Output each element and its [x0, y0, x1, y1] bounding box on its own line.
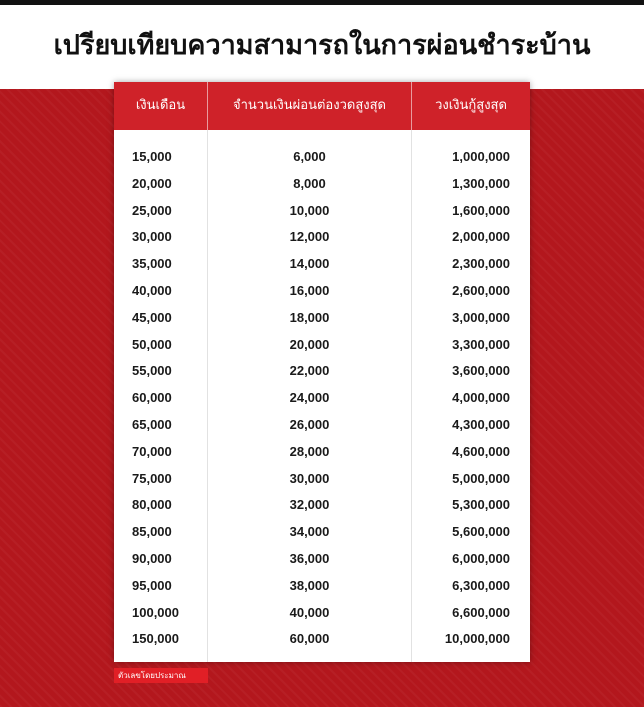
cell-max-installment: 38,000 [289, 577, 330, 593]
table-row [114, 466, 530, 493]
comparison-table [114, 82, 530, 662]
cell-salary: 25,000 [132, 202, 172, 218]
table-header [114, 82, 530, 130]
cell-max-installment: 36,000 [289, 550, 330, 566]
cell-salary: 30,000 [132, 229, 172, 245]
cell-max-installment: 32,000 [289, 497, 330, 513]
table-row [114, 492, 530, 519]
table-row [114, 251, 530, 278]
table-row [114, 546, 530, 573]
cell-salary: 95,000 [132, 577, 172, 593]
table-row [114, 519, 530, 546]
cell-max-installment: 22,000 [289, 363, 330, 379]
cell-max-installment: 6,000 [293, 149, 326, 164]
cell-salary: 60,000 [132, 390, 172, 406]
cell-max-installment: 16,000 [289, 282, 330, 298]
cell-max-loan: 4,300,000 [452, 416, 510, 432]
table-row [114, 332, 530, 359]
cell-max-loan: 5,000,000 [452, 470, 510, 486]
cell-max-loan: 6,000,000 [452, 550, 510, 566]
cell-max-loan: 2,600,000 [452, 282, 510, 298]
cell-max-loan: 3,300,000 [452, 336, 510, 352]
cell-max-loan: 1,600,000 [452, 202, 510, 218]
table-row [114, 385, 530, 412]
table-row [114, 439, 530, 466]
cell-salary: 90,000 [132, 550, 172, 566]
cell-max-installment: 24,000 [289, 390, 330, 406]
cell-max-installment: 30,000 [289, 470, 330, 486]
table-row [114, 412, 530, 439]
cell-max-installment: 14,000 [289, 256, 330, 272]
cell-max-loan: 3,600,000 [452, 363, 510, 379]
cell-salary: 80,000 [132, 497, 172, 513]
table-row [114, 600, 530, 627]
top-rule [0, 0, 644, 5]
table-row [114, 198, 530, 225]
cell-max-installment: 20,000 [289, 336, 330, 352]
table-row [114, 626, 530, 653]
cell-max-loan: 2,000,000 [452, 229, 510, 245]
page-title: เปรียบเทียบความสามารถในการผ่อนชำระบ้าน [53, 30, 591, 61]
cell-max-loan: 4,000,000 [452, 390, 510, 406]
table-row [114, 358, 530, 385]
cell-max-installment: 40,000 [289, 604, 330, 620]
cell-salary: 50,000 [132, 336, 172, 352]
cell-salary: 55,000 [132, 363, 172, 379]
cell-salary: 85,000 [132, 524, 172, 540]
cell-salary: 35,000 [132, 256, 172, 272]
cell-max-loan: 4,600,000 [452, 443, 510, 459]
cell-max-loan: 5,300,000 [452, 497, 510, 513]
cell-max-loan: 6,600,000 [452, 604, 510, 620]
cell-salary: 100,000 [132, 604, 179, 620]
table-body [114, 144, 530, 653]
table-row [114, 278, 530, 305]
cell-max-loan: 5,600,000 [452, 524, 510, 540]
estimate-note: ตัวเลขโดยประมาณ [114, 668, 208, 683]
cell-max-installment: 10,000 [289, 202, 330, 218]
cell-max-installment: 28,000 [289, 443, 330, 459]
table-row [114, 224, 530, 251]
table-row [114, 144, 530, 171]
cell-salary: 20,000 [132, 175, 172, 191]
header-max-loan: วงเงินกู้สูงสุด [435, 98, 507, 113]
cell-max-loan: 10,000,000 [444, 631, 510, 647]
cell-max-installment: 12,000 [289, 229, 330, 245]
cell-salary: 45,000 [132, 309, 172, 325]
cell-salary: 150,000 [132, 631, 179, 647]
header-salary: เงินเดือน [135, 98, 186, 113]
cell-max-installment: 18,000 [289, 309, 330, 325]
table-row [114, 305, 530, 332]
cell-max-loan: 3,000,000 [452, 309, 510, 325]
cell-max-installment: 8,000 [293, 175, 326, 191]
cell-salary: 70,000 [132, 443, 172, 459]
cell-max-installment: 26,000 [289, 416, 330, 432]
cell-max-installment: 60,000 [289, 631, 330, 647]
table-row [114, 171, 530, 198]
cell-max-installment: 34,000 [289, 524, 330, 540]
cell-max-loan: 6,300,000 [452, 577, 510, 593]
cell-salary: 75,000 [132, 470, 172, 486]
cell-max-loan: 1,000,000 [452, 149, 510, 164]
cell-salary: 65,000 [132, 416, 172, 432]
header-max-installment: จำนวนเงินผ่อนต่องวดสูงสุด [233, 98, 386, 113]
cell-max-loan: 1,300,000 [452, 175, 510, 191]
cell-salary: 40,000 [132, 282, 172, 298]
table-row [114, 573, 530, 600]
cell-salary: 15,000 [132, 149, 172, 164]
cell-max-loan: 2,300,000 [452, 256, 510, 272]
